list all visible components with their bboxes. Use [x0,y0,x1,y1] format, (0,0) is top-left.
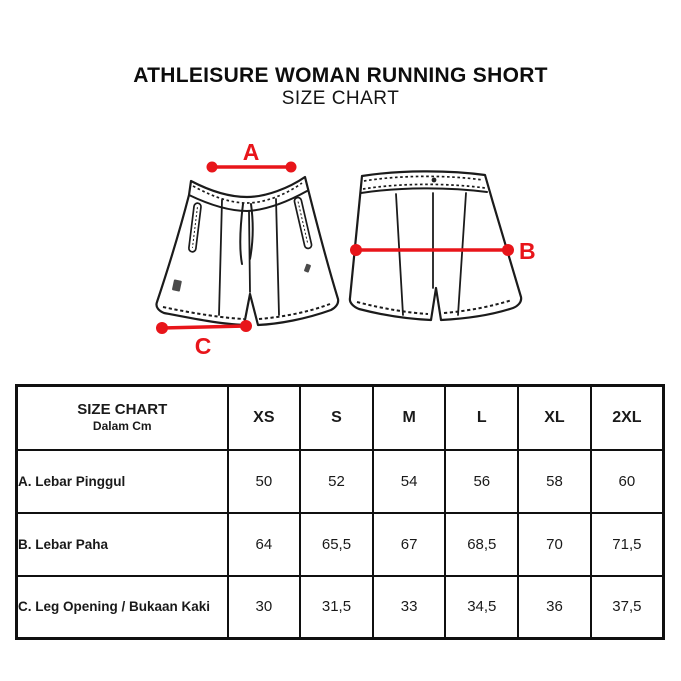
cell-value: 71,5 [591,513,664,576]
cell-value: 37,5 [591,576,664,639]
row-label: B. Lebar Paha [17,513,228,576]
table-header-title-cell [17,386,228,450]
measure-label-b: B [519,238,536,264]
size-header-2xl: 2XL [591,386,664,450]
cell-value: 67 [373,513,446,576]
measure-label-a: A [242,139,260,165]
cell-value: 58 [518,450,591,513]
table-header-row [17,386,664,450]
front-shorts-drawing [156,177,338,325]
cell-value: 50 [228,450,301,513]
size-header-l: L [445,386,518,450]
cell-value: 36 [518,576,591,639]
row-label: C. Leg Opening / Bukaan Kaki [17,576,228,639]
page-subtitle: SIZE CHART [281,88,400,109]
cell-value: 52 [300,450,373,513]
table-title: SIZE CHART [77,401,168,419]
table-unit: Dalam Cm [92,419,152,434]
size-header-s: S [300,386,373,450]
size-header-m: M [373,386,446,450]
table-row-hip-width [17,450,664,513]
measure-line-c [156,320,252,359]
shorts-measurement-diagram [0,130,681,375]
page-title: ATHLEISURE WOMAN RUNNING SHORT [133,64,548,87]
cell-value: 70 [518,513,591,576]
cell-value: 64 [228,513,301,576]
size-header-xl: XL [518,386,591,450]
back-label-mark [432,178,437,183]
cell-value: 30 [228,576,301,639]
measure-label-c: C [194,333,212,359]
cell-value: 56 [445,450,518,513]
table-row-thigh-width [17,513,664,576]
cell-value: 68,5 [445,513,518,576]
size-chart-table [15,384,665,640]
cell-value: 60 [591,450,664,513]
measure-line-a [207,139,297,173]
cell-value: 31,5 [300,576,373,639]
cell-value: 34,5 [445,576,518,639]
back-shorts-drawing [350,171,521,320]
size-header-xs: XS [228,386,301,450]
cell-value: 54 [373,450,446,513]
cell-value: 33 [373,576,446,639]
cell-value: 65,5 [300,513,373,576]
table-row-leg-opening [17,576,664,639]
row-label: A. Lebar Pinggul [17,450,228,513]
